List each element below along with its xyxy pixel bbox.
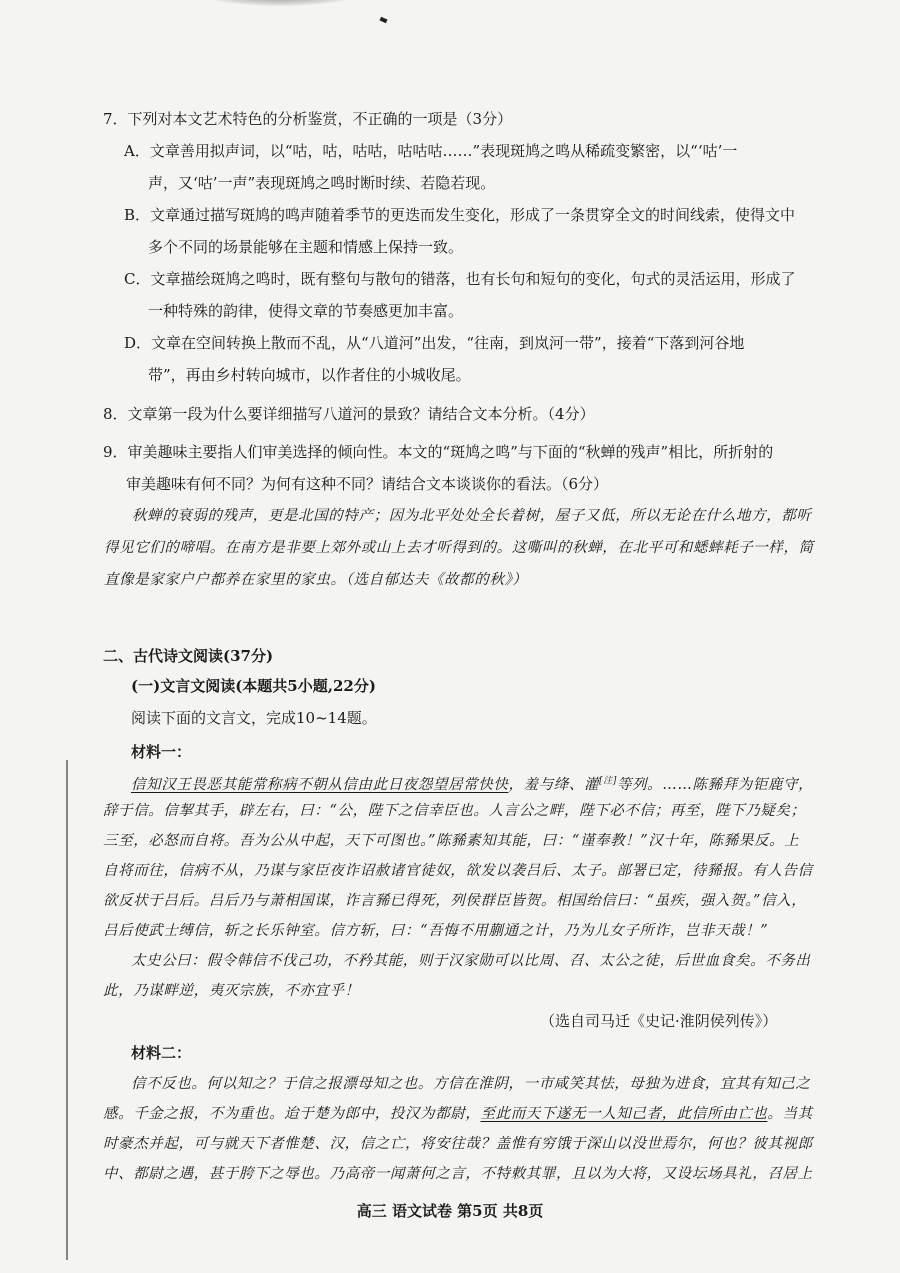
underlined-sentence-1: 信知汉王畏恶其能常称病不朝从信由此日夜怨望居常快快 (131, 776, 509, 793)
q7-stem: 7．下列对本文艺术特色的分析鉴赏，不正确的一项是（3分） (103, 110, 513, 128)
footnote-marker: [注] (599, 776, 617, 786)
material-2-label: 材料二： (131, 1044, 192, 1062)
material-1-line5: 欲反状于吕后。吕后乃与萧相国谋，诈言豨已得死，列侯群臣皆贺。相国绐信曰：“虽疾，强入贺。”信入， (103, 893, 807, 909)
underlined-sentence-2: 至此而天下遂无一人知己者，此信所由亡也 (480, 1106, 768, 1122)
q9-excerpt-line2: 得见它们的啼唱。在南方是非要上郊外或山上去才听得到的。这嘶叫的秋蝉，在北平可和蟋蟀耗子一样，简 (104, 540, 814, 556)
material-1-label: 材料一： (131, 743, 192, 761)
material-2-line2-start: 感。千金之报，不为重也。迨于楚为郎中，投汉为都尉， (103, 1106, 481, 1122)
material-1-line3: 三至，必怒而自将。吾为公从中起，天下可图也。”陈豨素知其能，曰：“谨奉教！”汉十年，陈豨果反。上 (103, 833, 800, 849)
material-2-line2-end: 。当其 (767, 1106, 813, 1122)
q7-option-b-line1: B．文章通过描写斑鸠的鸣声随着季节的更迭而发生变化，形成了一条贯穿全文的时间线索，使得文中 (124, 206, 796, 224)
q9-excerpt-line1: 秋蝉的衰弱的残声，更是北国的特产；因为北平处处全长着树，屋子又低，所以无论在什么地方，都听 (132, 508, 812, 524)
q7-option-d-line2: 带”，再由乡村转向城市，以作者住的小城收尾。 (148, 366, 471, 384)
material-2-line3: 时豪杰并起，可与就天下者惟楚、汉，信之亡，将安往哉？盖惟有穷饿于深山以没世焉尔，何也？彼其视郎 (103, 1136, 813, 1152)
q9-stem-line1: 9．审美趣味主要指人们审美选择的倾向性。本文的“斑鸠之鸣”与下面的“秋蝉的残声”相比，所折射的 (103, 443, 774, 461)
q7-option-b-line2: 多个不同的场景能够在主题和情感上保持一致。 (148, 238, 464, 256)
material-1-line2: 辞于信。信挈其手，辟左右，曰：“公，陛下之信幸臣也。人言公之畔，陛下必不信；再至，陛下乃疑矣； (103, 803, 806, 819)
material-1-comment-line2: 此，乃谋畔逆，夷灭宗族，不亦宜乎！ (103, 983, 360, 999)
material-1-line4: 自将而往，信病不从，乃谋与家臣夜诈诏赦诸官徒奴，欲发以袭吕后、太子。部署已定，待豨报。有人告信 (103, 863, 813, 879)
reading-instruction: 阅读下面的文言文，完成10~14题。 (131, 709, 377, 727)
page-footer: 高三 语文试卷 第5页 共8页 (356, 1202, 544, 1220)
q7-option-a-line1: A．文章善用拟声词，以“咕，咕，咕咕，咕咕咕……”表现斑鸠之鸣从稀疏变繁密，以“‘咕’一 (124, 142, 738, 160)
q7-option-a-line2: 声，又‘咕’一声”表现斑鸠之鸣时断时续、若隐若现。 (148, 174, 496, 192)
scan-smudge (195, 0, 365, 6)
q7-option-c-line1: C．文章描绘斑鸠之鸣时，既有整句与散句的错落，也有长句和短句的变化，句式的灵活运用，形成了 (124, 270, 796, 288)
material-1-line1-end: 等列。……陈豨拜为钜鹿守， (616, 776, 814, 793)
q9-stem-line2: 审美趣味有何不同？为何有这种不同？请结合文本谈谈你的看法。（6分） (126, 475, 609, 493)
material-2-line4: 中、都尉之遇，甚于胯下之辱也。乃高帝一闻萧何之言，不特敕其罪，且以为大将，又设坛场具礼，召居上 (103, 1166, 813, 1182)
material-1-line6: 吕后使武士缚信，斩之长乐钟室。信方斩，曰：“吾悔不用蒯通之计，乃为儿女子所诈，岂非天哉！” (103, 923, 769, 939)
material-2-line1: 信不反也。何以知之？于信之报漂母知之也。方信在淮阴，一市咸笑其怯，母独为进食，宜其有知己之 (131, 1076, 811, 1092)
q9-excerpt-line3: 直像是家家户户都养在家里的家虫。（选自郁达夫《故都的秋》） (104, 572, 528, 588)
scan-speck (379, 17, 387, 24)
q7-option-d-line1: D．文章在空间转换上散而不乱，从“八道河”出发，“往南，到岚河一带”，接着“下落到河谷地 (124, 334, 745, 352)
material-1-source: （选自司马迁《史记·淮阴侯列传》） (540, 1012, 778, 1030)
q7-option-c-line2: 一种特殊的韵律，使得文章的节奏感更加丰富。 (148, 302, 464, 320)
material-1-comment-line1: 太史公曰：假令韩信不伐己功，不矜其能，则于汉家勋可以比周、召、太公之徒，后世血食矣。不务出 (131, 953, 811, 969)
material-1-line1 (131, 770, 813, 796)
q8-stem: 8．文章第一段为什么要详细描写八道河的景致？请结合文本分析。（4分） (103, 405, 595, 423)
scan-margin-line (66, 760, 68, 1260)
subsection-title: (一)文言文阅读(本题共5小题,22分) (131, 677, 376, 695)
section-title: 二、古代诗文阅读(37分) (103, 647, 274, 665)
material-2-line2 (103, 1103, 813, 1125)
material-1-line1-rest: ，羞与绛、灌 (508, 776, 600, 793)
